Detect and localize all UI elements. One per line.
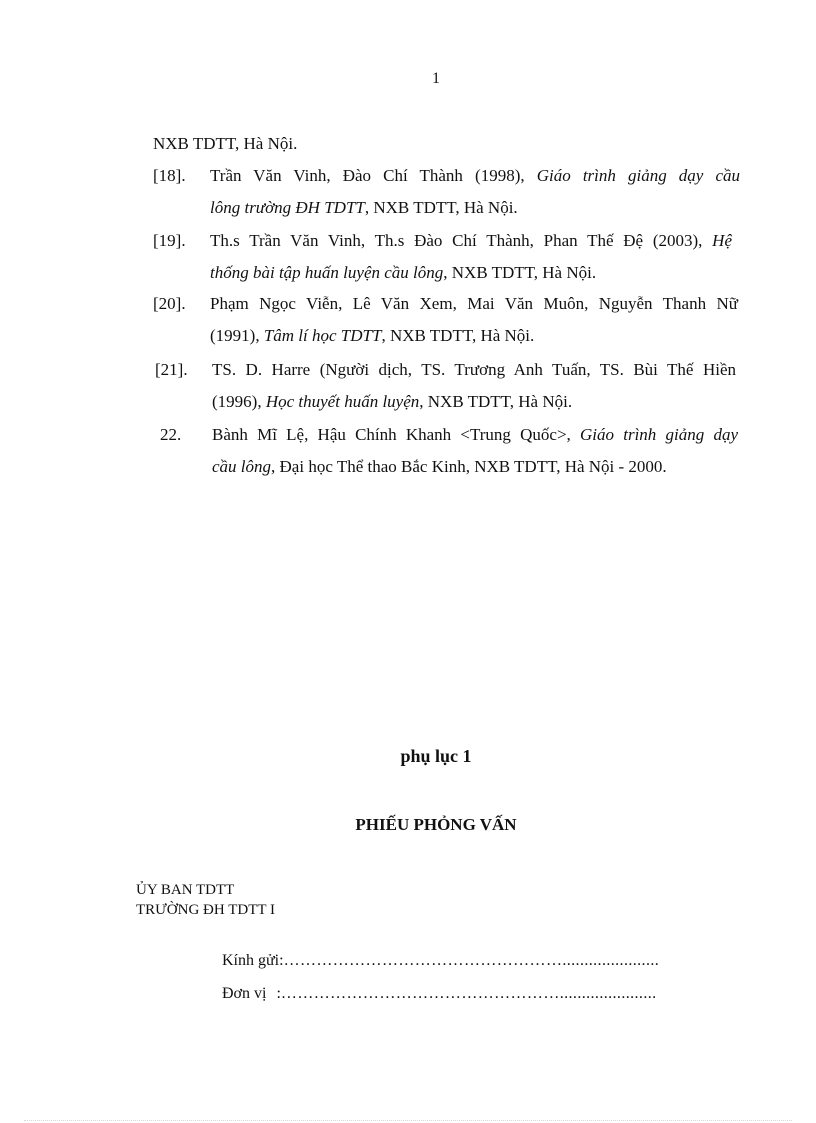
unit-field [222, 985, 657, 1003]
reference-text: TS. D. Harre (Người dịch, TS. Trương Anh Tuấn, TS. Bùi Thế Hiền (1996), Học thuyết huấn luyện, NXB TDTT, Hà Nội. [212, 360, 736, 411]
recipient-field [222, 952, 659, 970]
reference-number: [19]. [153, 231, 186, 250]
reference-20 [153, 288, 743, 352]
recipient-label: Kính gửi: [222, 952, 284, 969]
reference-21 [155, 354, 745, 418]
reference-18 [153, 160, 743, 224]
reference-text: Phạm Ngọc Viễn, Lê Văn Xem, Mai Văn Muôn, Nguyễn Thanh Nữ (1991), Tâm lí học TDTT, NXB TDTT, Hà Nội. [210, 294, 738, 345]
reference-continuation: NXB TDTT, Hà Nội. [153, 134, 298, 153]
reference-22 [160, 419, 750, 483]
recipient-blank: ……………………………………………...................... [283, 952, 660, 969]
reference-text: Bành Mĩ Lệ, Hậu Chính Khanh <Trung Quốc>, Giáo trình giảng dạy cầu lông, Đại học Thể thao Bắc Kinh, NXB TDTT, Hà Nội - 2000. [212, 425, 738, 476]
reference-number: [21]. [155, 360, 188, 379]
appendix-title: phụ lục 1 [400, 746, 472, 766]
page-number: 1 [432, 70, 440, 87]
reference-number: [18]. [153, 166, 186, 185]
reference-number: 22. [160, 425, 182, 444]
reference-19 [153, 225, 743, 289]
reference-text: Trần Văn Vinh, Đào Chí Thành (1998), Giáo trình giảng dạy cầu lông trường ĐH TDTT, NXB TDTT, Hà Nội. [210, 166, 740, 217]
form-title: PHIẾU PHỎNG VẤN [355, 815, 517, 834]
unit-label: Đơn vị [222, 985, 267, 1002]
unit-colon: : [276, 985, 281, 1002]
reference-number: [20]. [153, 294, 186, 313]
page-bottom-divider [24, 1120, 792, 1121]
organization-line-2: TRƯỜNG ĐH TDTT I [136, 902, 275, 918]
organization-line-1: ỦY BAN TDTT [136, 882, 235, 898]
unit-blank: ……………………………………………...................... [280, 985, 657, 1002]
reference-text: Th.s Trần Văn Vinh, Th.s Đào Chí Thành, Phan Thế Đệ (2003), Hệ thống bài tập huấn luyện cầu lông, NXB TDTT, Hà Nội. [210, 231, 732, 282]
